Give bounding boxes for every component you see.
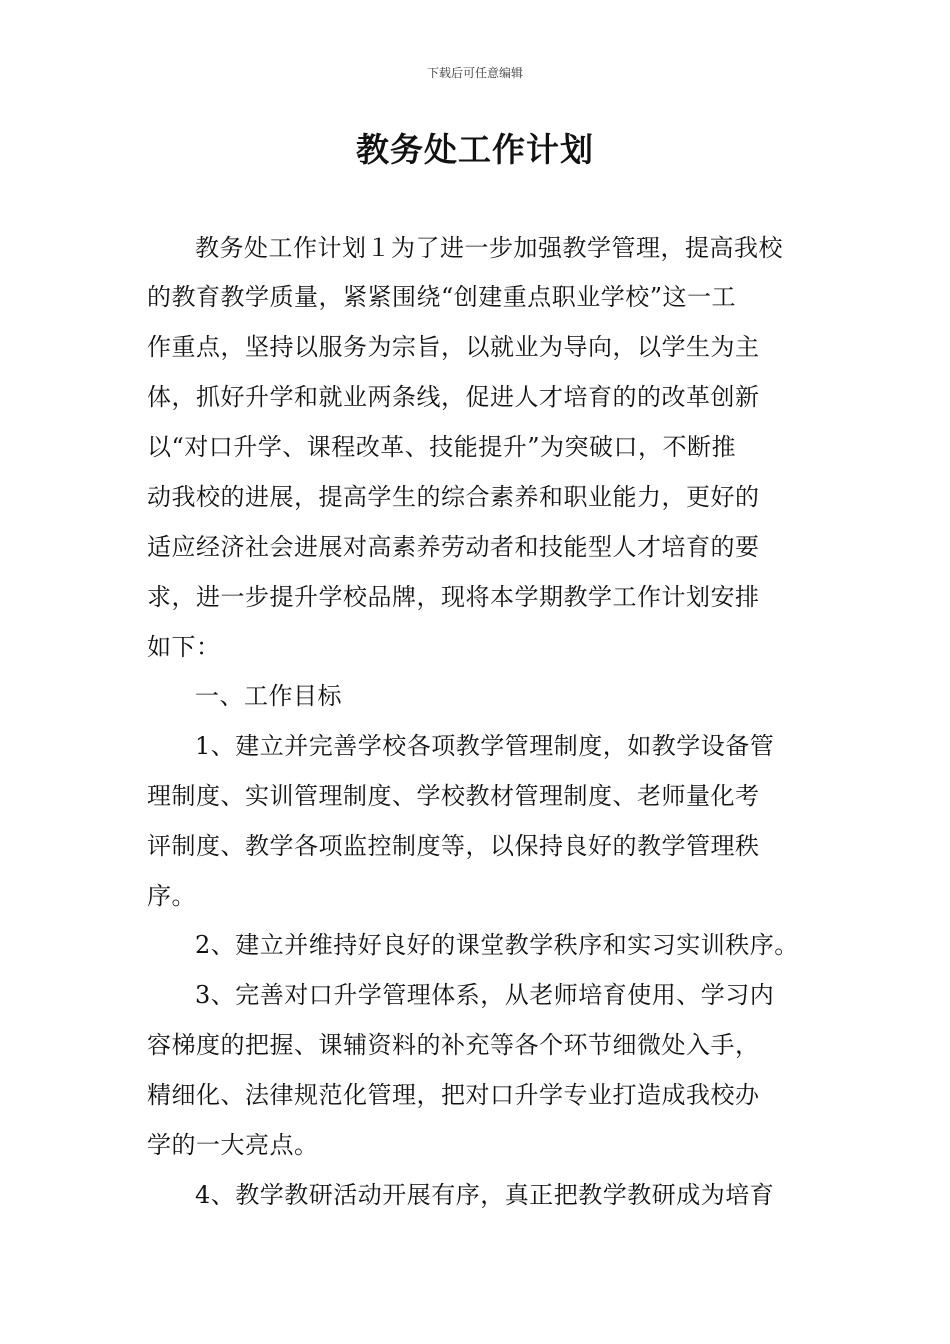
body-line: 3、完善对口升学管理体系，从老师培育使用、学习内 <box>195 981 775 1009</box>
body-line: 适应经济社会进展对高素养劳动者和技能型人才培育的要 <box>147 533 760 561</box>
body-line: 评制度、教学各项监控制度等，以保持良好的教学管理秩 <box>147 832 760 860</box>
body-line: 容梯度的把握、课辅资料的补充等各个环节细微处入手， <box>147 1031 760 1059</box>
body-line: 作重点，坚持以服务为宗旨，以就业为导向，以学生为主 <box>147 333 760 361</box>
body-line: 的教育教学质量，紧紧围绕“创建重点职业学校”这一工 <box>147 283 737 311</box>
body-line: 理制度、实训管理制度、学校教材管理制度、老师量化考 <box>147 782 760 810</box>
section-heading: 一、工作目标 <box>195 682 342 710</box>
body-line: 求，进一步提升学校品牌，现将本学期教学工作计划安排 <box>147 583 760 611</box>
body-line: 教务处工作计划１为了进一步加强教学管理，提高我校 <box>195 234 783 262</box>
body-line: 4、教学教研活动开展有序，真正把教学教研成为培育 <box>195 1181 775 1209</box>
header-note: 下载后可任意编辑 <box>426 66 523 80</box>
body-line: 2、建立并维持好良好的课堂教学秩序和实习实训秩序。 <box>195 931 799 959</box>
body-line: 序。 <box>147 882 196 910</box>
body-line: 动我校的进展，提高学生的综合素养和职业能力，更好的 <box>147 483 760 511</box>
body-line: 1、建立并完善学校各项教学管理制度，如教学设备管 <box>195 732 775 760</box>
body-line: 体，抓好升学和就业两条线，促进人才培育的的改革创新 <box>147 383 760 411</box>
body-line: 精细化、法律规范化管理，把对口升学专业打造成我校办 <box>147 1081 760 1109</box>
document-title: 教务处工作计划 <box>356 130 594 169</box>
body-line: 如下： <box>147 633 221 661</box>
body-line: 以“对口升学、课程改革、技能提升”为突破口，不断推 <box>147 433 737 461</box>
body-line: 学的一大亮点。 <box>147 1131 319 1159</box>
